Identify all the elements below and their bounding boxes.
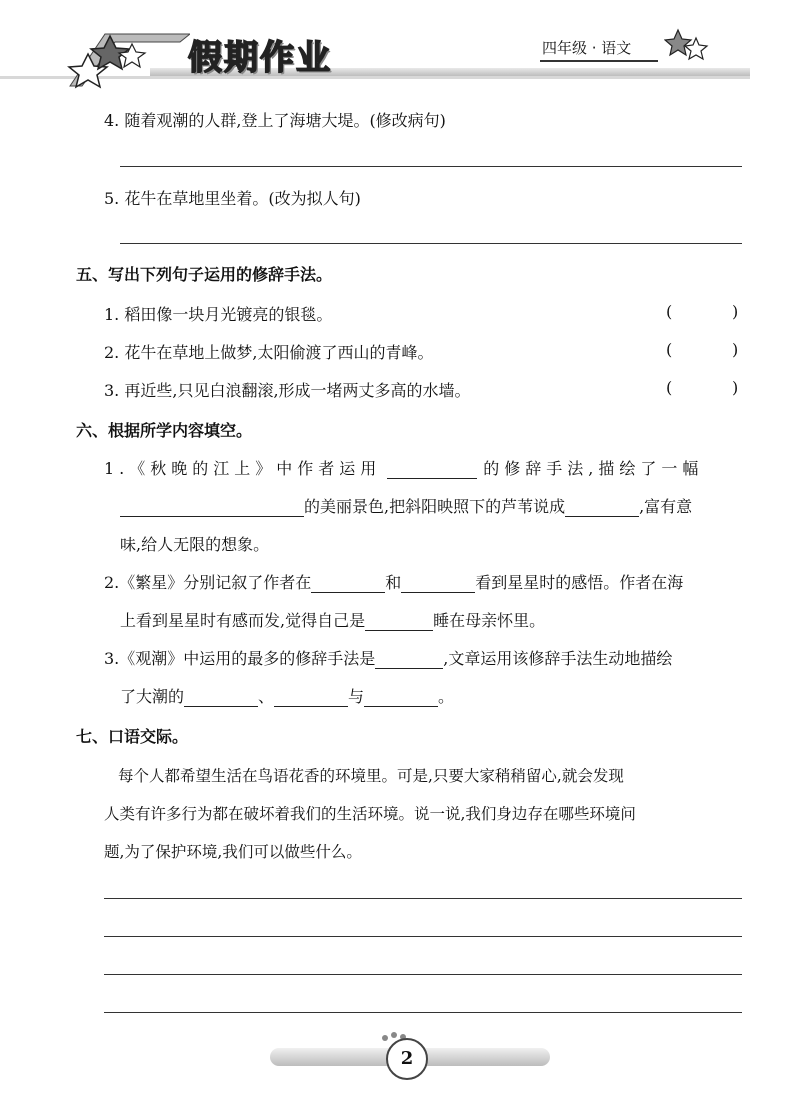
header-grade: 四年级 · 语文 [542,39,632,57]
paren-right: ) [732,302,739,321]
answer-line-5[interactable] [120,243,742,244]
writing-line-1[interactable] [104,898,742,899]
blank-q3-b[interactable] [274,688,348,707]
q2-text-d: 上看到星星时有感而发,觉得自己是 [120,611,366,630]
q2-text-c: 看到星星时的感悟。作者在海 [475,573,684,592]
section-7-para-line3: 题,为了保护环境,我们可以做些什么。 [104,843,362,861]
section-6-q1-line1 [104,456,703,479]
blank-q3-c[interactable] [364,688,438,707]
blank-q1-technique[interactable] [387,460,477,479]
writing-line-3[interactable] [104,974,742,975]
section-7-para-line1: 每个人都希望生活在鸟语花香的环境里。可是,只要大家稍稍留心,就会发现 [118,767,624,785]
section-6-q3-line2 [120,684,454,707]
section-6-q2-line2 [120,608,545,631]
section-7-para-line2: 人类有许多行为都在破坏着我们的生活环境。说一说,我们身边存在哪些环境问 [104,805,636,823]
blank-q3-a[interactable] [184,688,258,707]
blank-q1-reed[interactable] [565,498,639,517]
blank-q3-technique[interactable] [375,650,443,669]
section-6-title: 六、根据所学内容填空。 [76,421,253,440]
q1-text-c: 的美丽景色,把斜阳映照下的芦苇说成 [304,497,566,516]
header-grade-underline [540,60,658,62]
blank-q2-place1[interactable] [311,574,385,593]
q3-text-a: 3.《观潮》中运用的最多的修辞手法是 [104,649,376,668]
answer-line-4[interactable] [120,166,742,167]
writing-line-2[interactable] [104,936,742,937]
page-number: 2 [386,1038,428,1080]
section-6-q3-line1 [104,646,672,669]
paren-left: ( [666,378,673,397]
section-6-q1-line3: 味,给人无限的想象。 [120,535,270,554]
section-6-q2-line1 [104,570,683,593]
q3-text-d: 、 [258,687,275,706]
q1-text-d: ,富有意 [639,497,693,516]
section-5-item-1: 1. 稻田像一块月光镀亮的银毯。 [104,305,333,324]
paren-right: ) [732,378,739,397]
q2-text-a: 2.《繁星》分别记叙了作者在 [104,573,312,592]
header-title: 假期作业 [188,38,332,78]
q1-text-a: 1.《秋晚的江上》中作者运用 [104,459,382,478]
section-7-title: 七、口语交际。 [76,727,189,746]
q2-text-b: 和 [385,573,402,592]
question-5: 5. 花牛在草地里坐着。(改为拟人句) [104,189,361,208]
writing-line-4[interactable] [104,1012,742,1013]
paren-left: ( [666,340,673,359]
blank-q2-self[interactable] [365,612,433,631]
paren-right: ) [732,340,739,359]
blank-q1-scene[interactable] [120,498,304,517]
question-4: 4. 随着观潮的人群,登上了海塘大堤。(修改病句) [104,111,446,130]
section-5-title: 五、写出下列句子运用的修辞手法。 [76,265,333,284]
q1-text-b: 的修辞手法,描绘了一幅 [483,459,704,478]
star-decoration-icon [60,14,190,90]
paren-left: ( [666,302,673,321]
blank-q2-place2[interactable] [401,574,475,593]
section-5-item-2: 2. 花牛在草地上做梦,太阳偷渡了西山的青峰。 [104,343,434,362]
q3-text-e: 与 [348,687,365,706]
section-6-q1-line2 [120,494,692,517]
q3-text-c: 了大潮的 [120,687,185,706]
star-cluster-icon [664,24,712,66]
q3-text-f: 。 [438,687,455,706]
q3-text-b: ,文章运用该修辞手法生动地描绘 [443,649,673,668]
q2-text-e: 睡在母亲怀里。 [433,611,546,630]
section-5-item-3: 3. 再近些,只见白浪翻滚,形成一堵两丈多高的水墙。 [104,381,471,400]
